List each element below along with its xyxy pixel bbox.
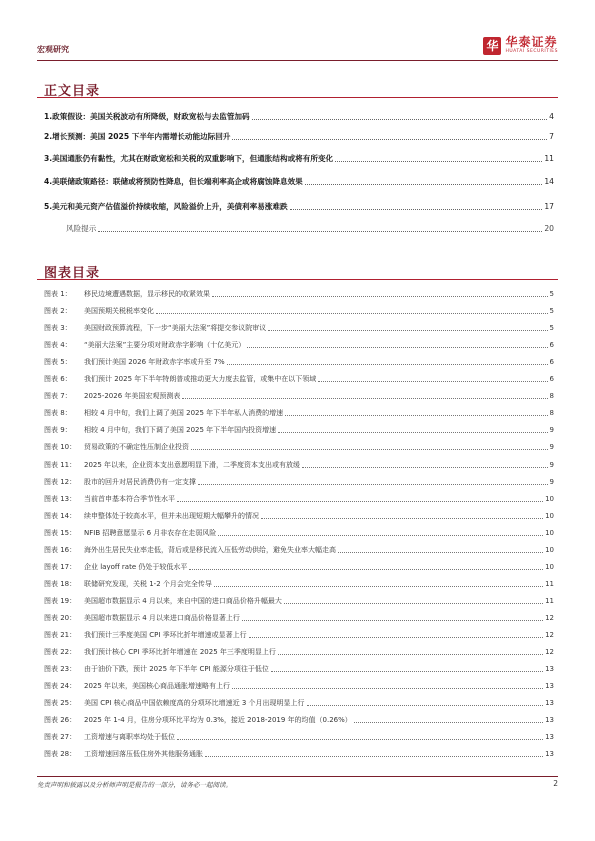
- figure-entry-page: 5: [549, 324, 554, 333]
- figure-entry[interactable]: [44, 339, 554, 350]
- figure-entry-page: 5: [549, 290, 554, 298]
- figure-entry-label: 图表 18：: [44, 579, 77, 588]
- dot-leader: [307, 704, 544, 706]
- figure-entry[interactable]: [44, 493, 554, 504]
- dot-leader: [247, 346, 547, 348]
- figure-entry-title: 2025 年 1-4 月，住房分项环比平均为 0.3%，接近 2018-2019 年的均值（0.26%）: [84, 716, 352, 725]
- dot-leader: [98, 230, 542, 232]
- dot-leader: [354, 721, 543, 723]
- figure-entry-label: 图表 9：: [44, 426, 72, 435]
- toc-entry-page: 20: [544, 224, 554, 233]
- figure-entry-title: 我们预计美国 2026 年财政赤字率或升至 7%: [84, 358, 225, 367]
- figure-entry[interactable]: [44, 714, 554, 725]
- figure-entry-title: 股市的回升对居民消费仍有一定支撑: [84, 477, 196, 486]
- figure-entry-page: 12: [545, 631, 554, 639]
- figure-entry-title: 企业 layoff rate 仍处于较低水平: [84, 562, 188, 571]
- figures-divider: [37, 279, 558, 280]
- dot-leader: [284, 602, 543, 604]
- figure-entry-page: 5: [549, 307, 554, 316]
- figure-entry[interactable]: [44, 680, 554, 691]
- figure-entry-page: 13: [545, 699, 554, 708]
- figure-entry[interactable]: [44, 459, 554, 470]
- footer-disclaimer: 免责声明和披露以及分析师声明是报告的一部分，请务必一起阅读。: [37, 781, 232, 789]
- figure-entry-title: 美国 CPI 核心商品中国依赖度高的分项环比增速近 3 个月出现明显上行: [84, 699, 305, 708]
- dot-leader: [305, 183, 543, 185]
- dot-leader: [261, 517, 543, 519]
- figure-entry[interactable]: [44, 373, 554, 384]
- dot-leader: [278, 431, 547, 433]
- figure-entry-label: 图表 7：: [44, 392, 72, 401]
- figure-entry-label: 图表 6：: [44, 375, 72, 384]
- figures-heading: 图表目录: [44, 266, 101, 281]
- figure-entry-page: 6: [549, 375, 554, 384]
- toc-entry-title: 1.政策假设：美国关税波动有所降级，财政宽松与去监管加码: [44, 112, 250, 121]
- figure-entry-title: 海外出生居民失业率走低，背后或是移民流入压低劳动供给，避免失业率大幅走高: [84, 545, 336, 554]
- toc-entry-title: 2.增长预测：美国 2025 下半年内需增长动能边际回升: [44, 132, 231, 141]
- figure-entry-title: 联储研究发现，关税 1-2 个月会完全传导: [84, 579, 212, 588]
- dot-leader: [177, 738, 543, 740]
- figure-entry[interactable]: [44, 441, 554, 452]
- figure-entry-title: 美国超市数据显示 4 月以来，来自中国的进口商品价格升幅最大: [84, 596, 282, 605]
- dot-leader: [212, 295, 548, 297]
- logo-mark-icon: 华: [483, 37, 501, 55]
- figure-entry[interactable]: [44, 697, 554, 708]
- figure-entry-page: 8: [549, 409, 554, 418]
- toc-entry-title: 5.美元和美元资产估值溢价持续收缩，风险溢价上升，美债利率易涨难跌: [44, 202, 288, 211]
- figure-entry[interactable]: [44, 561, 554, 572]
- figure-entry[interactable]: [44, 322, 554, 333]
- toc-entry-page: 14: [544, 177, 554, 186]
- dot-leader: [227, 363, 548, 365]
- figure-entry-page: 9: [549, 426, 554, 435]
- figure-entry-title: 相较 4 月中旬，我们下调了美国 2025 年下半年国内投资增速: [84, 426, 277, 435]
- figure-entry-title: 我们预计三季度美国 CPI 季环比折年增速或显著上行: [84, 631, 247, 639]
- figure-entry-title: 美国超市数据显示 4 月以来进口商品价格显著上行: [84, 613, 240, 622]
- figure-entry[interactable]: [44, 305, 554, 316]
- toc-entry-page: 4: [549, 112, 554, 121]
- logo-name: 华泰证券: [505, 35, 558, 49]
- dot-leader: [249, 636, 543, 638]
- figure-entry-page: 10: [545, 494, 554, 503]
- figure-entry-title: 工资增速与离职率均处于低位: [84, 733, 175, 742]
- figure-entry[interactable]: [44, 731, 554, 742]
- dot-leader: [218, 534, 543, 536]
- figure-entry-label: 图表 12：: [44, 477, 77, 486]
- figure-entry-label: 图表 28：: [44, 750, 77, 759]
- company-logo: [483, 36, 558, 55]
- figure-entry-page: 13: [545, 733, 554, 742]
- figure-entry-title: 工资增速回落压低住房外其他服务通胀: [84, 750, 203, 759]
- footer-divider: [37, 776, 558, 777]
- figure-entry-title: 移民边境遭遇数据，显示移民的收紧效果: [84, 290, 210, 298]
- toc-heading: 正文目录: [44, 84, 101, 99]
- figure-entry-title: 2025 年以来，企业资本支出意愿明显下滑，二季度资本支出或有放缓: [84, 460, 301, 469]
- dot-leader: [232, 138, 547, 140]
- dot-leader: [189, 568, 543, 570]
- figure-entry[interactable]: [44, 595, 554, 606]
- figure-entry-page: 9: [549, 443, 554, 452]
- figure-entry[interactable]: [44, 424, 554, 435]
- figure-entry-title: 2025-2026 年美国宏观预测表: [84, 392, 181, 401]
- figure-entry-label: 图表 25：: [44, 699, 77, 708]
- figure-entry-title: 美国预期关税税率变化: [84, 307, 154, 316]
- toc-entry-title: 3.美国通胀仍有黏性，尤其在财政宽松和关税的双重影响下，但通胀结构或将有所变化: [44, 154, 334, 163]
- figure-entry-label: 图表 11：: [44, 460, 77, 469]
- figure-entry-page: 13: [545, 682, 554, 691]
- toc-entry-title: 风险提示: [66, 224, 97, 233]
- figure-entry-label: 图表 3：: [44, 324, 72, 333]
- figure-entry-page: 6: [549, 341, 554, 350]
- dot-leader: [271, 670, 543, 672]
- dot-leader: [302, 466, 547, 468]
- page-number: 2: [553, 779, 558, 788]
- dot-leader: [278, 653, 543, 655]
- figure-entry-title: 由于油价下跌，预计 2025 年下半年 CPI 能源分项往于低位: [84, 665, 269, 674]
- toc-entry[interactable]: [44, 152, 554, 164]
- dot-leader: [268, 329, 547, 331]
- toc-entry[interactable]: [44, 200, 554, 212]
- toc-divider: [37, 97, 558, 98]
- dot-leader: [335, 160, 542, 162]
- figure-entry[interactable]: [44, 390, 554, 401]
- figure-entry-page: 10: [545, 528, 554, 537]
- dot-leader: [177, 500, 543, 502]
- toc-entry-title: 4.美联储政策路径：联储或将预防性降息，但长端利率高企或将腐蚀降息效果: [44, 177, 303, 186]
- figure-entry-page: 13: [545, 750, 554, 759]
- figure-entry-page: 9: [549, 477, 554, 486]
- figure-entry-label: 图表 26：: [44, 716, 77, 725]
- figure-entry[interactable]: [44, 510, 554, 521]
- toc-entry[interactable]: [44, 130, 554, 142]
- toc-entry[interactable]: [44, 110, 554, 122]
- figure-entry-page: 12: [545, 648, 554, 657]
- figure-entry[interactable]: [44, 578, 554, 589]
- figure-entry-label: 图表 13：: [44, 494, 77, 503]
- figure-entry-label: 图表 4：: [44, 341, 72, 350]
- figure-entry[interactable]: [44, 356, 554, 367]
- figure-entry-label: 图表 15：: [44, 528, 77, 537]
- dot-leader: [290, 208, 543, 210]
- figure-entry-title: 2025 年以来，美国核心商品通胀增速略有上行: [84, 682, 231, 691]
- dot-leader: [242, 619, 543, 621]
- toc-entry[interactable]: [44, 175, 554, 187]
- figure-entry[interactable]: [44, 629, 554, 640]
- dot-leader: [198, 483, 548, 485]
- figure-entry-label: 图表 8：: [44, 409, 72, 418]
- figure-entry[interactable]: [44, 407, 554, 418]
- figure-entry[interactable]: [44, 544, 554, 555]
- dot-leader: [191, 448, 548, 450]
- figure-entry[interactable]: [44, 646, 554, 657]
- figure-entry-page: 13: [545, 665, 554, 674]
- figure-entry-label: 图表 23：: [44, 665, 77, 674]
- figure-entry-page: 10: [545, 545, 554, 554]
- figure-entry[interactable]: [44, 748, 554, 759]
- figure-entry[interactable]: [44, 476, 554, 487]
- figure-entry-label: 图表 14：: [44, 511, 77, 520]
- figure-entry-label: 图表 10：: [44, 443, 77, 452]
- figure-entry-title: “美丽大法案”主要分项对财政赤字影响（十亿美元）: [84, 341, 246, 350]
- figure-entry-page: 11: [545, 596, 554, 605]
- figure-entry-title: 我们预计核心 CPI 季环比折年增速在 2025 年三季度明显上行: [84, 648, 276, 657]
- dot-leader: [232, 687, 543, 689]
- figure-entry-label: 图表 24：: [44, 682, 77, 691]
- dot-leader: [182, 397, 547, 399]
- dot-leader: [338, 551, 543, 553]
- figure-entry-page: 10: [545, 562, 554, 571]
- figure-entry-label: 图表 16：: [44, 545, 77, 554]
- figure-entry-page: 9: [549, 460, 554, 469]
- dot-leader: [285, 414, 547, 416]
- figure-entry-page: 12: [545, 613, 554, 622]
- figure-entry-page: 8: [549, 392, 554, 401]
- figure-entry[interactable]: [44, 663, 554, 674]
- logo-name-en: HUATAI SECURITIES: [505, 49, 558, 54]
- toc-entry-page: 17: [544, 202, 554, 211]
- figure-entry-page: 6: [549, 358, 554, 367]
- figure-entry-title: 当前首申基本符合季节性水平: [84, 494, 175, 503]
- figure-entry-label: 图表 2：: [44, 307, 72, 316]
- figure-entry-title: 续申整体处于较高水平，但并未出现短期大幅攀升的情况: [84, 511, 259, 520]
- figure-entry-label: 图表 27：: [44, 733, 77, 742]
- figure-entry-label: 图表 19：: [44, 596, 77, 605]
- page-header: [37, 35, 558, 62]
- dot-leader: [214, 585, 543, 587]
- section-label: 宏观研究: [37, 45, 69, 54]
- figure-entry-title: 贸易政策的不确定性压制企业投资: [84, 443, 189, 452]
- toc-entry-page: 11: [544, 154, 554, 163]
- figure-entry[interactable]: [44, 612, 554, 623]
- figure-entry-title: 美国财政预算流程，下一步“美丽大法案”将提交参议院审议: [84, 324, 267, 333]
- figure-entry[interactable]: [44, 288, 554, 299]
- figure-entry-label: 图表 1：: [44, 290, 72, 298]
- dot-leader: [318, 380, 547, 382]
- figure-entry-page: 10: [545, 511, 554, 520]
- dot-leader: [205, 755, 543, 757]
- dot-leader: [156, 312, 548, 314]
- dot-leader: [252, 118, 548, 120]
- figure-entry-page: 11: [545, 579, 554, 588]
- toc-entry-page: 7: [549, 132, 554, 141]
- figure-entry[interactable]: [44, 527, 554, 538]
- figure-entry-label: 图表 5：: [44, 358, 72, 367]
- figure-entry-label: 图表 20：: [44, 613, 77, 622]
- header-divider: [37, 60, 558, 61]
- figure-entry-page: 13: [545, 716, 554, 725]
- figure-entry-label: 图表 22：: [44, 648, 77, 657]
- toc-entry[interactable]: [66, 222, 554, 234]
- figure-entry-title: 相较 4 月中旬，我们上调了美国 2025 年下半年私人消费的增速: [84, 409, 284, 418]
- figure-entry-title: 我们预计 2025 年下半年特朗普或推动更大力度去监管，或集中在以下领域: [84, 375, 317, 384]
- figure-entry-label: 图表 17：: [44, 562, 77, 571]
- figure-entry-title: NFIB 招聘意愿显示 6 月非农存在走弱风险: [84, 528, 217, 537]
- figure-entry-label: 图表 21：: [44, 631, 77, 639]
